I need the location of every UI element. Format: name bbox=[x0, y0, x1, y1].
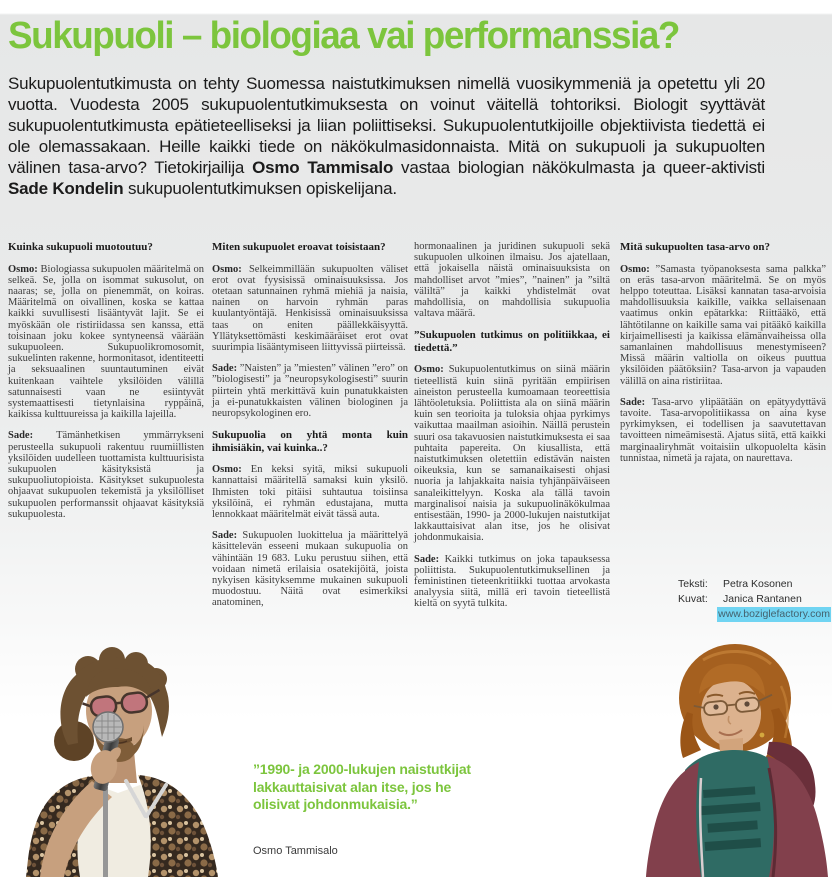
speaker-label: Sade: bbox=[620, 396, 646, 408]
intro-text-3: sukupuolentutkimuksen opiskelijana. bbox=[123, 179, 397, 198]
question-heading-3: Sukupuolia on yhtä monta kuin ihmisiäkin, vai kuinka..? bbox=[212, 429, 408, 454]
question-heading-2: Miten sukupuolet eroavat toisistaan? bbox=[212, 241, 386, 253]
intro-paragraph bbox=[8, 73, 765, 199]
answer-text: Tämänhetkisen ymmärrykseni perusteella sukupuoli rakentuu ruumiillisten yksilöiden uudelleen tuottamista kulttuurisista sukupuolen käsityksistä ja sukupuoliutopioista. Käsitykset sukupuolesta ohjaavat sukupuolen tekemistä ja yksilölliset sukupuolen performanssit ohjaavat käsityksiä sukupuolesta. bbox=[8, 430, 205, 520]
pull-quote: ”1990- ja 2000-lukujen naistutkijat lakkauttaisivat alan itse, jos he olisivat johdonmukaisia.” bbox=[253, 761, 471, 812]
answer-paragraph bbox=[414, 364, 610, 543]
answer-paragraph bbox=[8, 430, 204, 520]
speaker-label: Sade: bbox=[212, 363, 238, 375]
answer-paragraph bbox=[212, 464, 408, 520]
answer-paragraph bbox=[212, 264, 408, 354]
answer-text: Biologiassa sukupuolen määritelmä on selkeä. Se, jolla on isommat sukusolut, on naaras; se, jolla on pienemmät, on koiras. Määritelmä on oivallinen, koska se kattaa kaikki suvullisesti lisääntyvät lajit. Se ei myöskään ole ristiriidassa sen kanssa, että toisinaan joku kokee syntyneensä väärään sukupuoleen. Sukupuolikromosomit, sukuelinten rakenne, hormonitasot, identiteetti ja seksuaalinen suuntautuminen eivät kuitenkaan vaihtele yksilöiden välillä satunnaisesti vaan ne esiintyvät systemaattisesti tietynlaisina ryppäinä, kaikissa kulttuureissa ja kaikilla lajeilla. bbox=[8, 263, 204, 421]
answer-text: Tasa-arvo ylipäätään on epätyydyttävä tavoite. Tasa-arvopolitiikassa on aina kyse pyrkimyksen, ei todellisen ja saavutettavan tavoitteen nimeämisestä. Ajatus siitä, että kaikki marginaaliryhmät voitaisiin ulkopuolelta käsin tunnistaa, nimetä ja rajata, on naurettava. bbox=[620, 396, 826, 464]
credit-row-photos bbox=[678, 592, 831, 607]
intro-name-sade: Sade Kondelin bbox=[8, 179, 124, 198]
hoodie-left bbox=[646, 762, 701, 877]
answer-text: Selkeimmillään sukupuolten väliset erot ovat fyysisissä ominaisuuksissa. Jos otetaan satunnainen ryhmä miehiä ja naisia, nainen on harvoin ryhmän paras kuulantyöntäjä. Henkisissä ominaisuuksissa taas on eniten päällekkäisyyttä. Yllätyksettömästi keskimääräiset erot ovat suurimpia lisääntymiseen liittyvissä piirteissä. bbox=[212, 263, 408, 353]
answer-paragraph bbox=[620, 397, 826, 464]
intro-name-osmo: Osmo Tammisalo bbox=[252, 158, 394, 177]
speaker-label: Osmo: bbox=[620, 263, 650, 275]
photo-osmo-tammisalo bbox=[0, 645, 240, 877]
credit-row-text bbox=[678, 577, 831, 592]
speaker-label: Sade: bbox=[414, 553, 440, 565]
answer-paragraph bbox=[414, 554, 610, 610]
statement-heading: ”Sukupuolen tutkimus on politiikkaa, ei tiedettä.” bbox=[414, 329, 610, 354]
answer-text: Kaikki tutkimus on joka tapauksessa poliittista. Sukupuolentutkimuksellinen ja feministinen tieteenkritiikki tuottaa arvokasta analyysia siitä, millä eri tavoin tieteellistä kieltä on syytä tulkita. bbox=[414, 553, 610, 610]
credit-value-teksti: Petra Kosonen bbox=[723, 578, 793, 590]
photographer-website-link[interactable]: www.boziglefactory.com bbox=[718, 608, 830, 620]
answer-text: ”Samasta työpanoksesta sama palkka” on eräs tasa-arvon määritelmä. Se on myös helppo toteuttaa. Lisäksi kannatan tasa-arvoisia mahdollisuuksia kaikille, vaikka sellaisenaan vaatimus onkin epätarkka: Riittääkö, että lähtötilanne on kaikille sama vai pitääkö kaikilla kirjaimellisesti ja kaikissa elämänvaiheissa olla samanlainen mahdollisuus menestymiseen? Missä määrin valtiolla on oikeus puuttua yksilöiden päätöksiin? Tasa-arvon ja vapauden välillä on aina ristiriitaa. bbox=[620, 263, 826, 387]
question-heading-4: Mitä sukupuolten tasa-arvo on? bbox=[620, 241, 771, 253]
credits-block bbox=[678, 577, 831, 622]
answer-text: En keksi syitä, miksi sukupuoli kannattaisi määritellä samaksi kuin yksilö. Ihmisten toki pitäisi suhtautua toisiinsa yksilöinä, ei ryhmän edustajana, mutta lennokkaat määritelmät eivät tässä auta. bbox=[212, 464, 409, 520]
question-heading-1: Kuinka sukupuoli muotoutuu? bbox=[8, 241, 153, 253]
intro-text-2: vastaa biologian näkökulmasta ja queer-aktivisti bbox=[393, 158, 765, 177]
column-2 bbox=[212, 241, 408, 619]
answer-text: Sukupuolen luokittelua ja määrittelyä käsittelevän esseeni mukaan sukupuolia on vähintään 19 683. Luku perustuu siihen, että voidaan nimetä erilaisia osatekijöitä, joista nykyisen käsityksemme mukainen sukupuoli muodostuu. Näitä ovat esimerkiksi anatominen, bbox=[212, 530, 408, 609]
speaker-label: Osmo: bbox=[8, 263, 38, 275]
credit-value-kuvat: Janica Rantanen bbox=[723, 593, 802, 605]
speaker-label: Sade: bbox=[8, 430, 34, 442]
column-3 bbox=[414, 241, 610, 620]
speaker-label: Osmo: bbox=[414, 364, 444, 376]
speaker-label: Sade: bbox=[212, 530, 238, 542]
credit-row-url bbox=[678, 607, 831, 622]
column-4 bbox=[620, 241, 826, 474]
credit-label-kuvat: Kuvat: bbox=[678, 593, 708, 605]
credit-label-teksti: Teksti: bbox=[678, 578, 708, 590]
speaker-label: Osmo: bbox=[212, 263, 242, 275]
answer-paragraph bbox=[620, 264, 826, 387]
answer-paragraph bbox=[212, 363, 408, 419]
intro-text-1: Sukupuolentutkimusta on tehty Suomessa naistutkimuksen nimellä vuosikymmeniä ja opetettu yli 20 vuotta. Vuodesta 2005 sukupuolentutkimuksesta on voinut väitellä tohtoriksi. Biologit syyttävät sukupuolentutkimusta epätieteelliseksi ja liian poliittiseksi. Sukupuolentutkijoille objektiivista tiedettä ei ole olemassakaan. Heille kaikki tiede on näkökulmasidonnaista. Mitä on sukupuoli ja sukupuolten välinen tasa-arvo? Tietokirjailija bbox=[8, 74, 765, 177]
answer-paragraph bbox=[8, 264, 204, 421]
pull-quote-attribution: Osmo Tammisalo bbox=[253, 845, 338, 857]
answer-text: ”Naisten” ja ”miesten” välinen ”ero” on ”biologisesti” ja ”neuropsykologisesti” suurin piirtein yhtä merkittävä kuin punatukkaisten ja ei-punatukkaisten välinen biologinen ja neuropsykologinen ero. bbox=[212, 363, 408, 419]
woman-earring bbox=[760, 733, 765, 738]
speaker-label: Osmo: bbox=[212, 464, 242, 476]
answer-text: Sukupuolentutkimus on siinä määrin tieteellistä kuin siinä pyritään empiirisen aineiston perusteella kumoamaan teoreettisia lähtöoletuksia. Poliittista ala on siinä määrin kuin sen teorioita ja tuloksia ohjaa pyrkimys vaikuttaa maailman asioihin. Näillä perustein suuri osa takavuosien naistutkimuksesta ei saa puhtaita papereita. On kiusallista, että naistutkimuksen oletettiin edistävän naisten oikeuksia, kun se samanaikaisesti ohjasi nuoria ja lahjakkaita naisia tyhjänpäiväiseen sanaleikittelyyn. Koska ala tällä tavoin marginalisoi naisia ja sukupuolinäkökulmaa entisestään, 1990- ja 2000-lukujen naistutkijat lakkauttaisivat alan itse, jos he olisivat johdonmukaisia. bbox=[414, 364, 611, 544]
page-title: Sukupuoli – biologiaa vai performanssia? bbox=[8, 15, 679, 57]
answer-paragraph bbox=[212, 530, 408, 608]
photo-sade-kondelin bbox=[643, 638, 832, 877]
continued-paragraph: hormonaalinen ja juridinen sukupuoli sekä sukupuolen ulkoinen ilmaisu. Jos ajatellaan, että jokaisella näistä ominaisuuksista on mahdolliset arvot ”mies”, ”nainen” ja ”siltä väliltä” ja kaikki yhdistelmät ovat mahdollisia, on mahdollisia sukupuolia valtava määrä. bbox=[414, 241, 610, 320]
column-1 bbox=[8, 241, 204, 530]
